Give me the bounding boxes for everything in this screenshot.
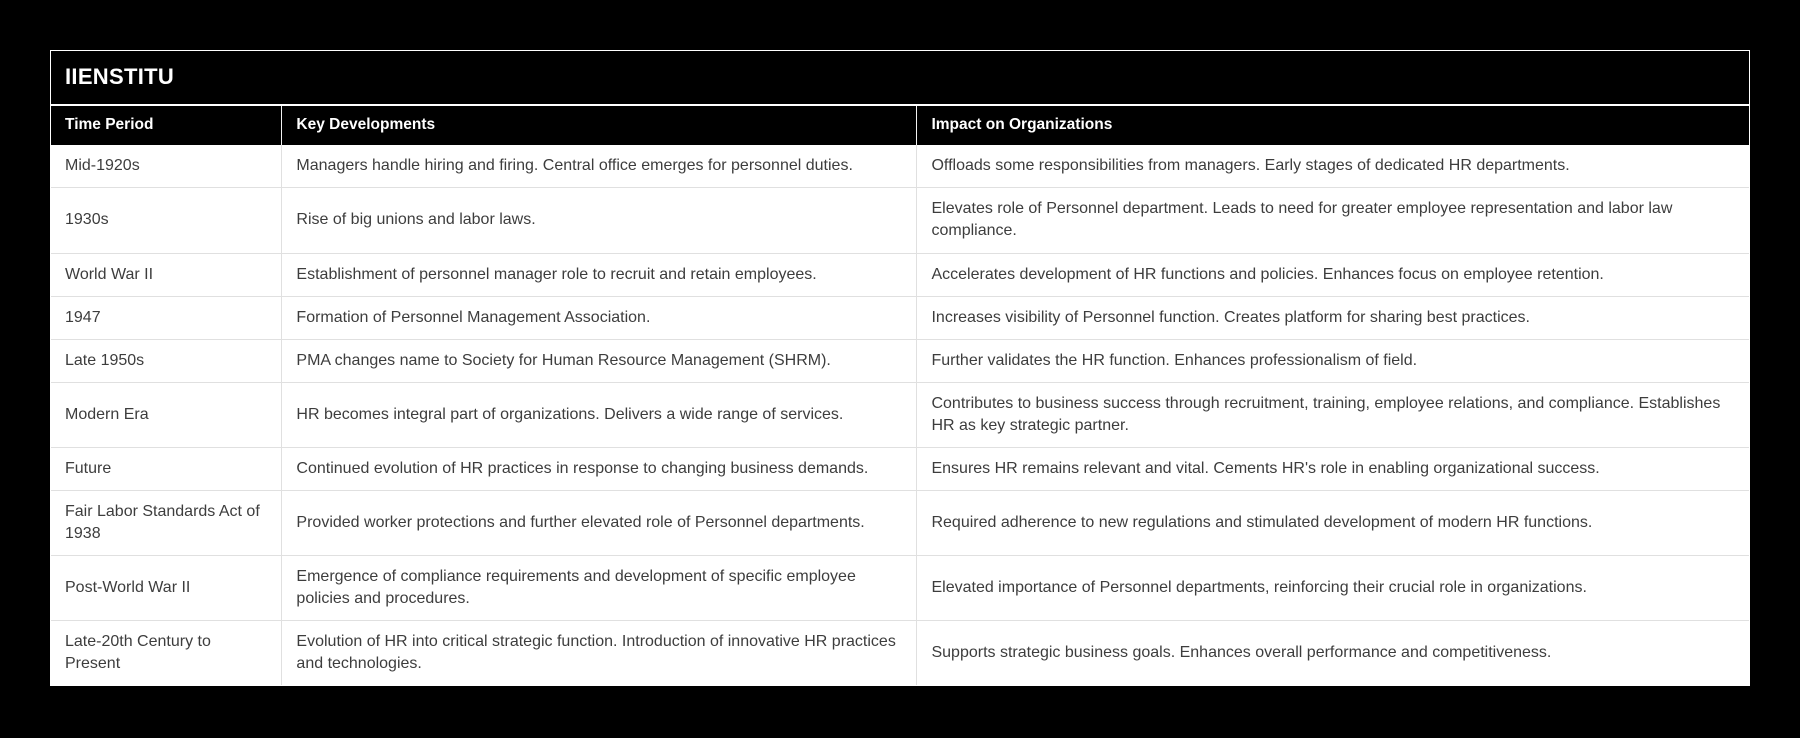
brand-title-bar <box>51 51 1749 106</box>
brand-title: IIENSTITU <box>65 64 175 89</box>
cell-impact: Increases visibility of Personnel function. Creates platform for sharing best practices. <box>917 296 1749 339</box>
cell-key-developments: Continued evolution of HR practices in response to changing business demands. <box>282 447 917 490</box>
cell-time-period: Future <box>51 447 282 490</box>
column-header-impact-on-organizations: Impact on Organizations <box>917 106 1749 145</box>
cell-impact: Elevates role of Personnel department. Leads to need for greater employee representation and labor law compliance. <box>917 188 1749 253</box>
column-header-key-developments: Key Developments <box>282 106 917 145</box>
table-row <box>51 556 1749 621</box>
cell-time-period: Late 1950s <box>51 339 282 382</box>
cell-impact: Further validates the HR function. Enhances professionalism of field. <box>917 339 1749 382</box>
cell-time-period: Fair Labor Standards Act of 1938 <box>51 491 282 556</box>
cell-key-developments: Emergence of compliance requirements and development of specific employee policies and procedures. <box>282 556 917 621</box>
table-row <box>51 382 1749 447</box>
cell-key-developments: Managers handle hiring and firing. Central office emerges for personnel duties. <box>282 145 917 188</box>
table-row <box>51 253 1749 296</box>
cell-key-developments: Provided worker protections and further elevated role of Personnel departments. <box>282 491 917 556</box>
cell-key-developments: Establishment of personnel manager role to recruit and retain employees. <box>282 253 917 296</box>
cell-impact: Elevated importance of Personnel departments, reinforcing their crucial role in organizations. <box>917 556 1749 621</box>
cell-key-developments: Evolution of HR into critical strategic function. Introduction of innovative HR practices and technologies. <box>282 621 917 686</box>
cell-time-period: Mid-1920s <box>51 145 282 188</box>
cell-key-developments: HR becomes integral part of organizations. Delivers a wide range of services. <box>282 382 917 447</box>
cell-time-period: Post-World War II <box>51 556 282 621</box>
table-row <box>51 296 1749 339</box>
table-row <box>51 491 1749 556</box>
table-row <box>51 339 1749 382</box>
cell-time-period: 1947 <box>51 296 282 339</box>
cell-time-period: 1930s <box>51 188 282 253</box>
table-row <box>51 621 1749 686</box>
cell-time-period: Late-20th Century to Present <box>51 621 282 686</box>
cell-impact: Supports strategic business goals. Enhances overall performance and competitiveness. <box>917 621 1749 686</box>
hr-history-table <box>51 106 1749 685</box>
cell-impact: Contributes to business success through recruitment, training, employee relations, and compliance. Establishes HR as key strategic partner. <box>917 382 1749 447</box>
column-header-time-period: Time Period <box>51 106 282 145</box>
cell-impact: Ensures HR remains relevant and vital. Cements HR's role in enabling organizational success. <box>917 447 1749 490</box>
cell-impact: Accelerates development of HR functions and policies. Enhances focus on employee retention. <box>917 253 1749 296</box>
table-header-row <box>51 106 1749 145</box>
cell-time-period: Modern Era <box>51 382 282 447</box>
cell-key-developments: Rise of big unions and labor laws. <box>282 188 917 253</box>
table-row <box>51 145 1749 188</box>
hr-history-panel <box>50 50 1750 686</box>
cell-key-developments: PMA changes name to Society for Human Resource Management (SHRM). <box>282 339 917 382</box>
cell-time-period: World War II <box>51 253 282 296</box>
table-row <box>51 447 1749 490</box>
cell-impact: Required adherence to new regulations and stimulated development of modern HR functions. <box>917 491 1749 556</box>
cell-key-developments: Formation of Personnel Management Association. <box>282 296 917 339</box>
table-row <box>51 188 1749 253</box>
cell-impact: Offloads some responsibilities from managers. Early stages of dedicated HR departments. <box>917 145 1749 188</box>
